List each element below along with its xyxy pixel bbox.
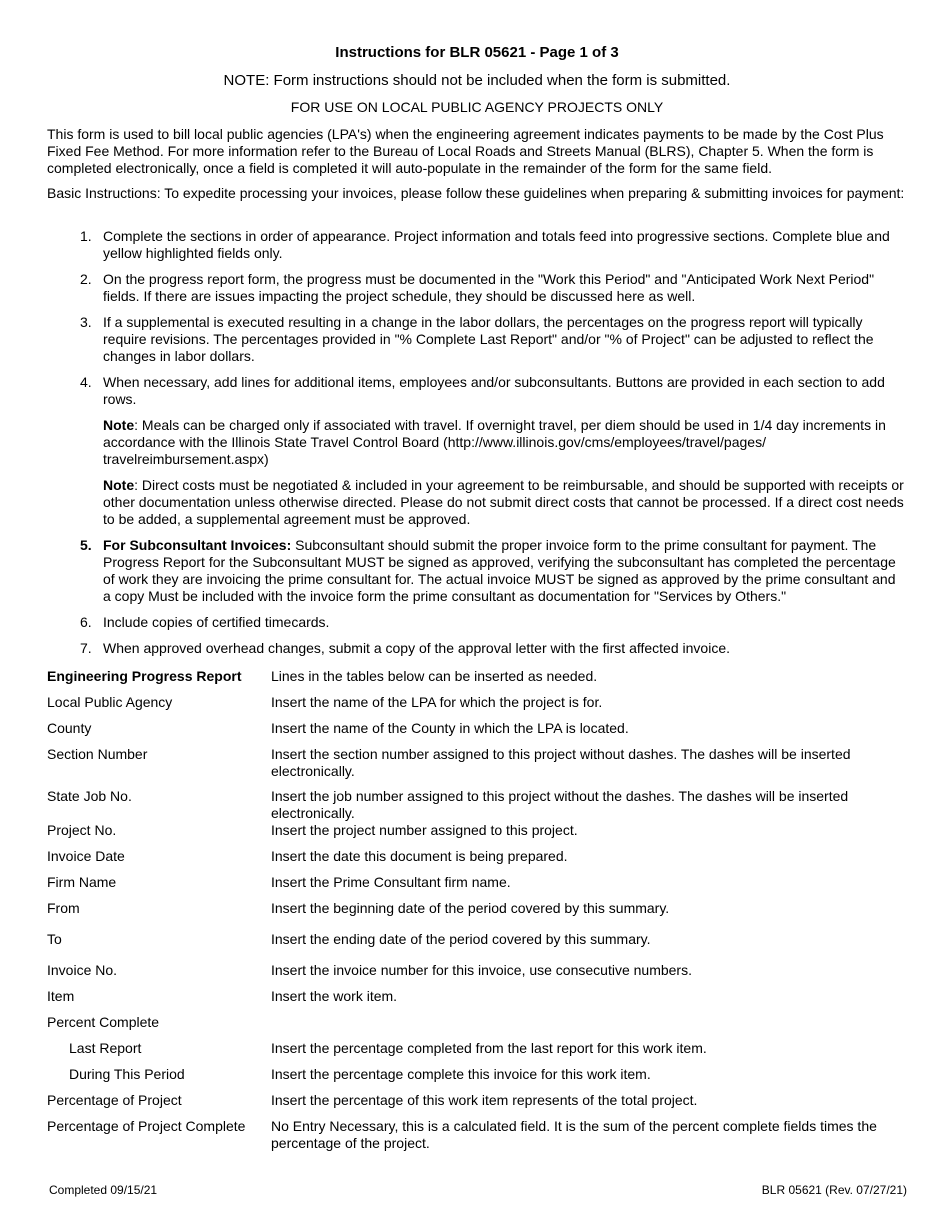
definition-desc: Insert the ending date of the period covered by this summary. [271, 931, 651, 947]
step-number: 3. [80, 314, 92, 330]
note-label: Note [103, 417, 135, 433]
definition-row [47, 694, 907, 720]
definition-desc: Insert the project number assigned to this project. [271, 822, 578, 838]
step-text: When approved overhead changes, submit a copy of the approval letter with the first affected invoice. [103, 640, 730, 656]
form-identifier: BLR 05621 (Rev. 07/27/21) [761, 1183, 907, 1197]
definition-desc: Insert the job number assigned to this project without the dashes. The dashes will be inserted electronically. [271, 788, 849, 821]
step-text: Include copies of certified timecards. [103, 614, 330, 630]
definition-row [47, 788, 907, 822]
definition-desc: Insert the percentage complete this invoice for this work item. [271, 1066, 651, 1082]
note-label: Note [103, 477, 135, 493]
definition-term: Firm Name [47, 874, 117, 890]
definition-row [47, 822, 907, 848]
field-definitions-table [47, 668, 907, 1154]
definition-desc: Insert the date this document is being prepared. [271, 848, 568, 864]
definition-desc: Insert the Prime Consultant firm name. [271, 874, 511, 890]
definition-term: Item [47, 988, 75, 1004]
step-5 [47, 537, 907, 605]
step-text: If a supplemental is executed resulting in a change in the labor dollars, the percentages on the progress report will typically require revisions. The percentages provided in "% Complete Last Report" and/or "% of Project" can be adjusted to reflect the changes in labor dollars. [103, 314, 874, 364]
definition-term: Project No. [47, 822, 117, 838]
step-text: When necessary, add lines for additional items, employees and/or subconsultants. Buttons are provided in each section to add rows. [103, 374, 885, 407]
definition-row [47, 1040, 907, 1066]
step-label: For Subconsultant Invoices: [103, 537, 292, 553]
definition-desc: Insert the percentage completed from the last report for this work item. [271, 1040, 707, 1056]
definition-row [47, 1066, 907, 1092]
definition-desc: Insert the beginning date of the period covered by this summary. [271, 900, 670, 916]
definition-row [47, 848, 907, 874]
completed-date: Completed 09/15/21 [49, 1183, 158, 1197]
step-number: 4. [80, 374, 92, 390]
intro-paragraph: This form is used to bill local public agencies (LPA's) when the engineering agreement indicates payments to be made by the Cost Plus Fixed Fee Method. For more information refer to the Bureau of Local Roads and Streets Manual (BLRS), Chapter 5. When the form is completed electronically, once a field is completed it will auto-populate in the remainder of the form for the same field. [47, 126, 884, 176]
meals-note [103, 417, 907, 468]
page-title: Instructions for BLR 05621 - Page 1 of 3 [335, 44, 619, 61]
definition-row [47, 668, 907, 694]
basic-instructions: Basic Instructions: To expedite processing your invoices, please follow these guidelines when preparing & submitting invoices for payment: [47, 185, 905, 201]
step-2 [47, 271, 907, 305]
step-text: On the progress report form, the progress must be documented in the "Work this Period" and "Anticipated Work Next Period" fields. If there are issues impacting the project schedule, they should be discussed here as well. [103, 271, 875, 304]
direct-costs-note [103, 477, 907, 528]
definition-desc: Insert the work item. [271, 988, 398, 1004]
definition-term: Percentage of Project Complete [47, 1118, 246, 1134]
definition-desc [271, 1014, 907, 1040]
step-1 [47, 228, 907, 262]
step-text: Complete the sections in order of appearance. Project information and totals feed into progressive sections. Complete blue and yellow highlighted fields only. [103, 228, 890, 261]
step-6 [47, 614, 907, 631]
definition-desc: Insert the name of the County in which the LPA is located. [271, 720, 629, 736]
definition-row [47, 931, 907, 962]
definition-desc: Insert the section number assigned to this project without dashes. The dashes will be inserted electronically. [271, 746, 851, 779]
definition-term: Section Number [47, 746, 148, 762]
definition-row [47, 746, 907, 788]
definition-term: Last Report [69, 1040, 142, 1056]
definition-row [47, 988, 907, 1014]
step-4 [47, 374, 907, 528]
definition-term: During This Period [69, 1066, 185, 1082]
definition-row [47, 1014, 907, 1040]
definition-desc: No Entry Necessary, this is a calculated field. It is the sum of the percent complete fields times the percentage of the project. [271, 1118, 877, 1151]
definition-desc: Insert the invoice number for this invoice, use consecutive numbers. [271, 962, 692, 978]
instruction-steps [47, 228, 907, 666]
definition-term: Percent Complete [47, 1014, 160, 1030]
definition-row [47, 900, 907, 931]
definition-term: To [47, 931, 62, 947]
definition-desc: Insert the percentage of this work item represents of the total project. [271, 1092, 698, 1108]
definition-term: Invoice Date [47, 848, 125, 864]
definition-desc: Lines in the tables below can be inserted as needed. [271, 668, 598, 684]
step-number: 6. [80, 614, 92, 630]
step-text: Subconsultant should submit the proper invoice form to the prime consultant for payment. The Progress Report for the Subconsultant MUST be signed as approved, verifying the subconsultant has completed the percentage of work they are invoicing the prime consultant for. The actual invoice MUST be signed as approved by the prime consultant and a copy Must be included with the invoice form the prime consultant as documentation for "Services by Others." [103, 537, 896, 604]
submission-note: NOTE: Form instructions should not be included when the form is submitted. [223, 72, 731, 89]
step-number: 7. [80, 640, 92, 656]
definition-row [47, 874, 907, 900]
definition-row [47, 720, 907, 746]
step-number: 5. [80, 537, 92, 553]
definition-term: Engineering Progress Report [47, 668, 242, 684]
definition-term: From [47, 900, 80, 916]
definition-term: State Job No. [47, 788, 132, 804]
definition-row [47, 962, 907, 988]
step-number: 1. [80, 228, 92, 244]
definition-term: Invoice No. [47, 962, 118, 978]
definition-term: County [47, 720, 92, 736]
definition-row [47, 1092, 907, 1118]
definition-row [47, 1118, 907, 1154]
definition-term: Local Public Agency [47, 694, 173, 710]
definition-desc: Insert the name of the LPA for which the project is for. [271, 694, 603, 710]
step-number: 2. [80, 271, 92, 287]
note-text: : Direct costs must be negotiated & included in your agreement to be reimbursable, and should be supported with receipts or other documentation unless otherwise directed. Please do not submit direct costs that cannot be processed. If a direct cost needs to be added, a supplemental agreement must be approved. [103, 477, 904, 527]
note-text: : Meals can be charged only if associated with travel. If overnight travel, per diem should be used in 1/4 day increments in accordance with the Illinois State Travel Control Board (http://www.illinois.gov/cms/employees/travel/pages/ travelreimbursement.aspx) [103, 417, 886, 467]
definition-term: Percentage of Project [47, 1092, 182, 1108]
step-7 [47, 640, 907, 657]
usage-scope: FOR USE ON LOCAL PUBLIC AGENCY PROJECTS ONLY [290, 99, 664, 115]
step-3 [47, 314, 907, 365]
